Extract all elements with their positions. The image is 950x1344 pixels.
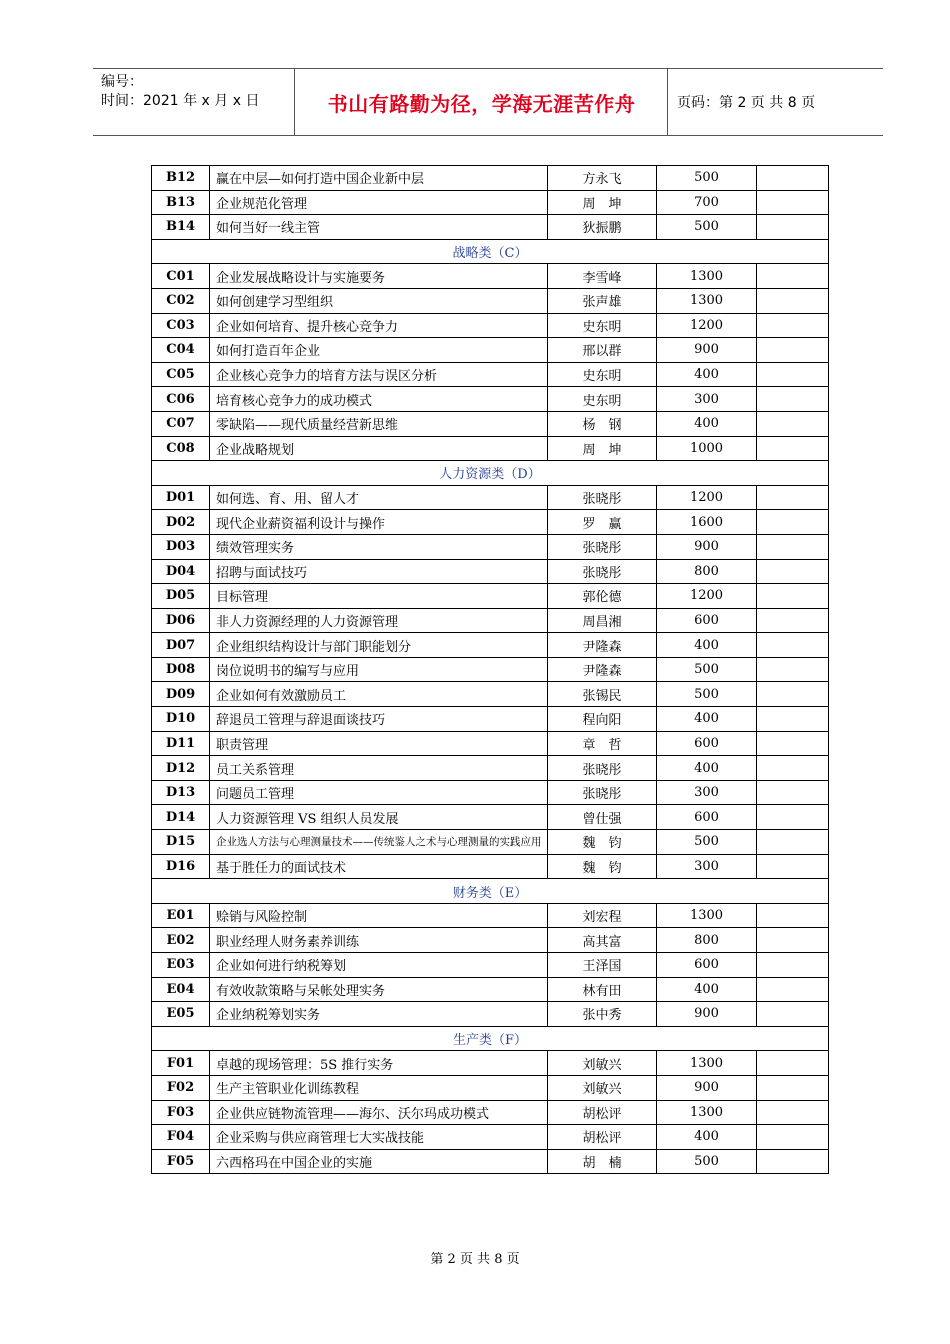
- course-note-cell: [757, 682, 829, 707]
- course-code: D03: [152, 534, 210, 559]
- course-note-cell: [757, 1100, 829, 1125]
- course-code: E01: [152, 903, 210, 928]
- course-note-cell: [757, 633, 829, 658]
- course-title: 辞退员工管理与辞退面谈技巧: [210, 707, 548, 732]
- course-code: C07: [152, 411, 210, 436]
- course-note-cell: [757, 166, 829, 191]
- table-row: [152, 830, 829, 855]
- course-fee: 1200: [657, 485, 757, 510]
- course-lecturer: 李雪峰: [548, 264, 657, 289]
- category-heading: 生产类（F）: [152, 1026, 829, 1051]
- course-title: 企业选人方法与心理测量技术——传统鉴人之术与心理测量的实践应用: [210, 830, 548, 855]
- course-code: D05: [152, 584, 210, 609]
- course-note-cell: [757, 608, 829, 633]
- course-lecturer: 张晓彤: [548, 485, 657, 510]
- course-fee: 900: [657, 338, 757, 363]
- course-code: D04: [152, 559, 210, 584]
- course-lecturer: 张晓彤: [548, 756, 657, 781]
- course-code: F04: [152, 1125, 210, 1150]
- course-title: 问题员工管理: [210, 780, 548, 805]
- table-row: [152, 731, 829, 756]
- table-row: [152, 1125, 829, 1150]
- course-code: D14: [152, 805, 210, 830]
- course-code: C02: [152, 288, 210, 313]
- course-note-cell: [757, 436, 829, 461]
- table-row: [152, 362, 829, 387]
- course-lecturer: 尹隆森: [548, 633, 657, 658]
- table-row: [152, 657, 829, 682]
- course-note-cell: [757, 338, 829, 363]
- course-fee: 600: [657, 608, 757, 633]
- course-title: 赊销与风险控制: [210, 903, 548, 928]
- course-title: 人力资源管理 VS 组织人员发展: [210, 805, 548, 830]
- course-title: 有效收款策略与呆帐处理实务: [210, 977, 548, 1002]
- course-fee: 1300: [657, 903, 757, 928]
- course-note-cell: [757, 288, 829, 313]
- course-fee: 300: [657, 780, 757, 805]
- course-lecturer: 周 坤: [548, 436, 657, 461]
- course-code: C08: [152, 436, 210, 461]
- course-code: E03: [152, 953, 210, 978]
- course-lecturer: 曾仕强: [548, 805, 657, 830]
- course-code: D06: [152, 608, 210, 633]
- course-title: 企业战略规划: [210, 436, 548, 461]
- course-title: 企业采购与供应商管理七大实战技能: [210, 1125, 548, 1150]
- header-divider: [667, 69, 668, 135]
- course-lecturer: 张晓彤: [548, 559, 657, 584]
- course-note-cell: [757, 731, 829, 756]
- course-fee: 800: [657, 559, 757, 584]
- course-note-cell: [757, 190, 829, 215]
- table-row: [152, 338, 829, 363]
- course-lecturer: 刘宏程: [548, 903, 657, 928]
- course-code: D02: [152, 510, 210, 535]
- course-title: 赢在中层—如何打造中国企业新中层: [210, 166, 548, 191]
- course-title: 如何打造百年企业: [210, 338, 548, 363]
- course-title: 招聘与面试技巧: [210, 559, 548, 584]
- course-fee: 500: [657, 1149, 757, 1174]
- course-lecturer: 张锡民: [548, 682, 657, 707]
- course-fee: 400: [657, 707, 757, 732]
- course-title: 六西格玛在中国企业的实施: [210, 1149, 548, 1174]
- table-row: [152, 854, 829, 879]
- header-motto: 书山有路勤为径，学海无涯苦作舟: [327, 91, 636, 116]
- course-note-cell: [757, 805, 829, 830]
- course-title: 企业核心竞争力的培育方法与误区分析: [210, 362, 548, 387]
- page-footer: 第 2 页 共 8 页: [430, 1252, 520, 1267]
- course-code: D09: [152, 682, 210, 707]
- course-fee: 600: [657, 805, 757, 830]
- course-note-cell: [757, 1075, 829, 1100]
- course-fee: 400: [657, 411, 757, 436]
- table-row: [152, 215, 829, 240]
- table-row: [152, 436, 829, 461]
- course-title: 企业供应链物流管理——海尔、沃尔玛成功模式: [210, 1100, 548, 1125]
- course-fee: 1300: [657, 288, 757, 313]
- course-title: 绩效管理实务: [210, 534, 548, 559]
- course-code: B13: [152, 190, 210, 215]
- category-row: [152, 879, 829, 904]
- course-fee: 900: [657, 1075, 757, 1100]
- course-code: D11: [152, 731, 210, 756]
- course-title: 目标管理: [210, 584, 548, 609]
- course-code: F03: [152, 1100, 210, 1125]
- table-row: [152, 411, 829, 436]
- course-lecturer: 周 坤: [548, 190, 657, 215]
- course-lecturer: 史东明: [548, 313, 657, 338]
- table-row: [152, 1075, 829, 1100]
- course-code: D13: [152, 780, 210, 805]
- course-title: 卓越的现场管理：5S 推行实务: [210, 1051, 548, 1076]
- course-note-cell: [757, 707, 829, 732]
- course-lecturer: 郭伦德: [548, 584, 657, 609]
- course-fee: 600: [657, 731, 757, 756]
- course-fee: 400: [657, 633, 757, 658]
- page-header: [93, 68, 883, 136]
- course-title: 企业如何进行纳税筹划: [210, 953, 548, 978]
- table-row: [152, 288, 829, 313]
- course-title: 职责管理: [210, 731, 548, 756]
- course-lecturer: 魏 钧: [548, 854, 657, 879]
- course-lecturer: 刘敏兴: [548, 1051, 657, 1076]
- course-fee: 1600: [657, 510, 757, 535]
- course-title: 员工关系管理: [210, 756, 548, 781]
- course-lecturer: 程向阳: [548, 707, 657, 732]
- course-lecturer: 魏 钧: [548, 830, 657, 855]
- course-title: 企业如何培育、提升核心竞争力: [210, 313, 548, 338]
- category-row: [152, 1026, 829, 1051]
- course-fee: 400: [657, 977, 757, 1002]
- table-row: [152, 534, 829, 559]
- course-fee: 800: [657, 928, 757, 953]
- course-lecturer: 胡松评: [548, 1100, 657, 1125]
- course-note-cell: [757, 1125, 829, 1150]
- course-lecturer: 高其富: [548, 928, 657, 953]
- course-note-cell: [757, 1149, 829, 1174]
- table-row: [152, 928, 829, 953]
- course-note-cell: [757, 928, 829, 953]
- table-row: [152, 190, 829, 215]
- course-lecturer: 王泽国: [548, 953, 657, 978]
- course-code: C06: [152, 387, 210, 412]
- course-fee: 900: [657, 534, 757, 559]
- course-lecturer: 杨 钢: [548, 411, 657, 436]
- document-time-label: 时间：2021 年 x 月 x 日: [101, 93, 260, 109]
- category-row: [152, 461, 829, 486]
- course-fee: 500: [657, 657, 757, 682]
- course-note-cell: [757, 854, 829, 879]
- course-code: D08: [152, 657, 210, 682]
- table-row: [152, 510, 829, 535]
- course-note-cell: [757, 780, 829, 805]
- course-title: 岗位说明书的编写与应用: [210, 657, 548, 682]
- course-note-cell: [757, 510, 829, 535]
- course-code: F02: [152, 1075, 210, 1100]
- table-row: [152, 559, 829, 584]
- course-lecturer: 林有田: [548, 977, 657, 1002]
- course-title: 企业如何有效激励员工: [210, 682, 548, 707]
- course-fee: 300: [657, 854, 757, 879]
- course-fee: 500: [657, 830, 757, 855]
- course-code: D15: [152, 830, 210, 855]
- course-title: 企业组织结构设计与部门职能划分: [210, 633, 548, 658]
- course-code: E05: [152, 1002, 210, 1027]
- course-title: 如何选、育、用、留人才: [210, 485, 548, 510]
- course-fee: 500: [657, 166, 757, 191]
- table-row: [152, 682, 829, 707]
- course-code: D01: [152, 485, 210, 510]
- header-page-number: 页码：第 2 页 共 8 页: [677, 95, 816, 111]
- course-code: D07: [152, 633, 210, 658]
- table-row: [152, 1100, 829, 1125]
- course-note-cell: [757, 1002, 829, 1027]
- course-code: C01: [152, 264, 210, 289]
- course-note-cell: [757, 559, 829, 584]
- course-code: C03: [152, 313, 210, 338]
- course-title: 生产主管职业化训练教程: [210, 1075, 548, 1100]
- course-fee: 1200: [657, 584, 757, 609]
- course-title: 如何当好一线主管: [210, 215, 548, 240]
- course-lecturer: 周昌湘: [548, 608, 657, 633]
- course-lecturer: 张晓彤: [548, 534, 657, 559]
- course-note-cell: [757, 534, 829, 559]
- course-note-cell: [757, 584, 829, 609]
- course-code: F01: [152, 1051, 210, 1076]
- course-note-cell: [757, 264, 829, 289]
- course-title: 非人力资源经理的人力资源管理: [210, 608, 548, 633]
- table-row: [152, 707, 829, 732]
- category-row: [152, 239, 829, 264]
- course-lecturer: 张晓彤: [548, 780, 657, 805]
- course-code: B12: [152, 166, 210, 191]
- course-lecturer: 尹隆森: [548, 657, 657, 682]
- course-fee: 1300: [657, 1051, 757, 1076]
- course-lecturer: 邢以群: [548, 338, 657, 363]
- course-fee: 700: [657, 190, 757, 215]
- course-note-cell: [757, 387, 829, 412]
- course-lecturer: 史东明: [548, 387, 657, 412]
- course-note-cell: [757, 411, 829, 436]
- course-lecturer: 章 哲: [548, 731, 657, 756]
- course-code: C04: [152, 338, 210, 363]
- course-title: 职业经理人财务素养训练: [210, 928, 548, 953]
- course-fee: 1200: [657, 313, 757, 338]
- course-title: 企业发展战略设计与实施要务: [210, 264, 548, 289]
- course-fee: 1000: [657, 436, 757, 461]
- category-heading: 财务类（E）: [152, 879, 829, 904]
- course-note-cell: [757, 1051, 829, 1076]
- course-lecturer: 罗 赢: [548, 510, 657, 535]
- course-note-cell: [757, 362, 829, 387]
- course-lecturer: 胡 楠: [548, 1149, 657, 1174]
- table-row: [152, 756, 829, 781]
- course-lecturer: 方永飞: [548, 166, 657, 191]
- course-code: D10: [152, 707, 210, 732]
- course-note-cell: [757, 977, 829, 1002]
- course-code: F05: [152, 1149, 210, 1174]
- course-table-body: [152, 166, 829, 1174]
- header-divider: [294, 69, 295, 135]
- course-title: 如何创建学习型组织: [210, 288, 548, 313]
- course-lecturer: 狄振鹏: [548, 215, 657, 240]
- course-fee: 1300: [657, 1100, 757, 1125]
- category-heading: 战略类（C）: [152, 239, 829, 264]
- course-fee: 400: [657, 362, 757, 387]
- course-note-cell: [757, 903, 829, 928]
- course-title: 现代企业薪资福利设计与操作: [210, 510, 548, 535]
- course-code: C05: [152, 362, 210, 387]
- document-number-label: 编号：: [101, 74, 143, 90]
- course-lecturer: 张声雄: [548, 288, 657, 313]
- course-lecturer: 刘敏兴: [548, 1075, 657, 1100]
- course-title: 零缺陷——现代质量经营新思维: [210, 411, 548, 436]
- course-code: D16: [152, 854, 210, 879]
- table-row: [152, 584, 829, 609]
- table-row: [152, 264, 829, 289]
- course-code: E02: [152, 928, 210, 953]
- course-fee: 500: [657, 215, 757, 240]
- course-title: 基于胜任力的面试技术: [210, 854, 548, 879]
- course-table: [151, 165, 829, 1174]
- table-row: [152, 485, 829, 510]
- course-code: E04: [152, 977, 210, 1002]
- course-note-cell: [757, 657, 829, 682]
- course-fee: 600: [657, 953, 757, 978]
- course-fee: 900: [657, 1002, 757, 1027]
- table-row: [152, 1149, 829, 1174]
- table-row: [152, 633, 829, 658]
- header-meta: [101, 73, 291, 111]
- table-row: [152, 608, 829, 633]
- course-lecturer: 胡松评: [548, 1125, 657, 1150]
- course-fee: 300: [657, 387, 757, 412]
- table-row: [152, 166, 829, 191]
- course-note-cell: [757, 953, 829, 978]
- course-note-cell: [757, 830, 829, 855]
- table-row: [152, 780, 829, 805]
- table-row: [152, 1002, 829, 1027]
- course-fee: 500: [657, 682, 757, 707]
- table-row: [152, 387, 829, 412]
- course-lecturer: 史东明: [548, 362, 657, 387]
- course-lecturer: 张中秀: [548, 1002, 657, 1027]
- course-code: D12: [152, 756, 210, 781]
- course-note-cell: [757, 756, 829, 781]
- course-fee: 400: [657, 756, 757, 781]
- table-row: [152, 1051, 829, 1076]
- course-title: 培育核心竞争力的成功模式: [210, 387, 548, 412]
- table-row: [152, 953, 829, 978]
- course-fee: 1300: [657, 264, 757, 289]
- course-title: 企业规范化管理: [210, 190, 548, 215]
- table-row: [152, 805, 829, 830]
- course-note-cell: [757, 215, 829, 240]
- course-code: B14: [152, 215, 210, 240]
- course-fee: 400: [657, 1125, 757, 1150]
- category-heading: 人力资源类（D）: [152, 461, 829, 486]
- table-row: [152, 977, 829, 1002]
- course-note-cell: [757, 313, 829, 338]
- table-row: [152, 903, 829, 928]
- course-title: 企业纳税筹划实务: [210, 1002, 548, 1027]
- table-row: [152, 313, 829, 338]
- course-note-cell: [757, 485, 829, 510]
